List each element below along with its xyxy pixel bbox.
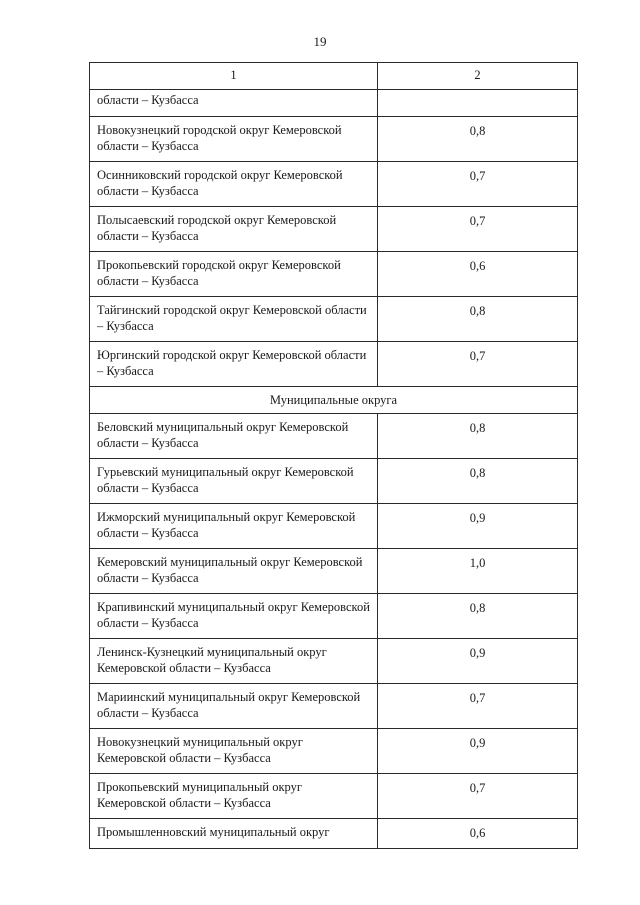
municipality-name: Новокузнецкий городской округ Кемеровской области – Кузбасса — [90, 117, 378, 162]
table-row — [90, 252, 578, 297]
page-number: 19 — [313, 34, 327, 49]
coefficient-value: 0,8 — [378, 594, 578, 639]
table-row — [90, 117, 578, 162]
municipality-name: Осинниковский городской округ Кемеровской области – Кузбасса — [90, 162, 378, 207]
section-header-row — [90, 387, 578, 414]
coefficient-table — [89, 62, 578, 849]
table-row — [90, 819, 578, 849]
municipality-name: области – Кузбасса — [90, 90, 378, 117]
coefficient-value: 0,6 — [378, 819, 578, 849]
municipality-name: Промышленновский муниципальный округ — [90, 819, 378, 849]
coefficient-value: 0,9 — [378, 729, 578, 774]
coefficient-value — [378, 90, 578, 117]
coefficient-value: 0,8 — [378, 117, 578, 162]
municipality-name: Кемеровский муниципальный округ Кемеровской области – Кузбасса — [90, 549, 378, 594]
table-row — [90, 162, 578, 207]
table-row — [90, 414, 578, 459]
municipality-name: Полысаевский городской округ Кемеровской области – Кузбасса — [90, 207, 378, 252]
coefficient-value: 0,8 — [378, 459, 578, 504]
section-title: Муниципальные округа — [90, 387, 578, 414]
municipality-name: Прокопьевский муниципальный округ Кемеровской области – Кузбасса — [90, 774, 378, 819]
table-row — [90, 459, 578, 504]
coefficient-value: 0,7 — [378, 342, 578, 387]
municipality-name: Беловский муниципальный округ Кемеровской области – Кузбасса — [90, 414, 378, 459]
column-1-header: 1 — [90, 63, 378, 90]
coefficient-value: 0,9 — [378, 639, 578, 684]
table-row — [90, 684, 578, 729]
table-row — [90, 594, 578, 639]
coefficient-value: 0,7 — [378, 774, 578, 819]
coefficient-value: 1,0 — [378, 549, 578, 594]
table-row — [90, 90, 578, 117]
table-row — [90, 342, 578, 387]
table-row — [90, 774, 578, 819]
municipality-name: Ижморский муниципальный округ Кемеровской области – Кузбасса — [90, 504, 378, 549]
table-header-row — [90, 63, 578, 90]
municipality-name: Новокузнецкий муниципальный округ Кемеровской области – Кузбасса — [90, 729, 378, 774]
municipality-name: Мариинский муниципальный округ Кемеровской области – Кузбасса — [90, 684, 378, 729]
coefficient-value: 0,7 — [378, 162, 578, 207]
coefficient-value: 0,6 — [378, 252, 578, 297]
municipality-name: Прокопьевский городской округ Кемеровской области – Кузбасса — [90, 252, 378, 297]
coefficient-value: 0,9 — [378, 504, 578, 549]
table-row — [90, 639, 578, 684]
table-row — [90, 297, 578, 342]
coefficient-value: 0,7 — [378, 207, 578, 252]
table-row — [90, 207, 578, 252]
municipality-name: Тайгинский городской округ Кемеровской области – Кузбасса — [90, 297, 378, 342]
column-2-header: 2 — [378, 63, 578, 90]
table-row — [90, 729, 578, 774]
coefficient-value: 0,8 — [378, 414, 578, 459]
coefficient-value: 0,7 — [378, 684, 578, 729]
table-row — [90, 504, 578, 549]
municipality-name: Крапивинский муниципальный округ Кемеровской области – Кузбасса — [90, 594, 378, 639]
table-row — [90, 549, 578, 594]
municipality-name: Гурьевский муниципальный округ Кемеровской области – Кузбасса — [90, 459, 378, 504]
municipality-name: Юргинский городской округ Кемеровской области – Кузбасса — [90, 342, 378, 387]
municipality-name: Ленинск-Кузнецкий муниципальный округ Кемеровской области – Кузбасса — [90, 639, 378, 684]
coefficient-value: 0,8 — [378, 297, 578, 342]
